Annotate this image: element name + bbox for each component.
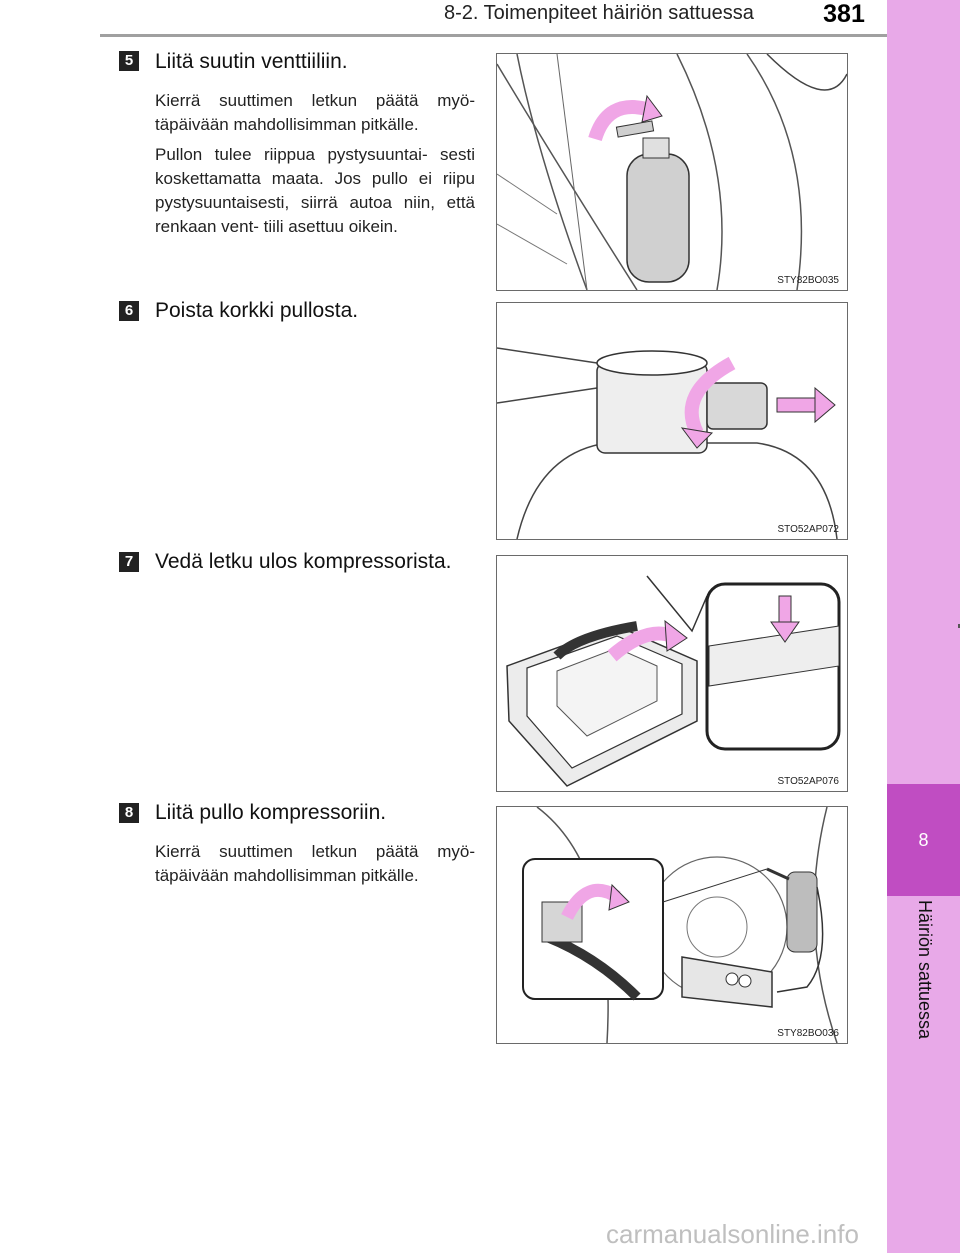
figure-pull-out-hose bbox=[496, 555, 848, 792]
step-number-7: 7 bbox=[119, 552, 139, 572]
step-8-paragraph-1: Kierrä suuttimen letkun päätä myö- täpäivään mahdollisimman pitkälle. bbox=[155, 842, 475, 885]
chapter-title: Häiriön sattuessa bbox=[915, 900, 935, 1040]
step-5-paragraph-1: Kierrä suuttimen letkun päätä myö- täpäivään mahdollisimman pitkälle. bbox=[155, 91, 475, 134]
step-5-paragraph-2: Pullon tulee riippua pystysuuntai- sesti koskettamatta maata. Jos pullo ei riipu pystysuuntaisesti, siirrä autoa niin, että renkaan vent- tiili asettuu oikein. bbox=[155, 145, 475, 236]
illustration-bottle-cap bbox=[497, 303, 847, 539]
figure-code: STO52AP076 bbox=[777, 776, 839, 787]
figure-connect-bottle-compressor bbox=[496, 806, 848, 1044]
figure-code: STY82BO036 bbox=[777, 1028, 839, 1039]
figure-code: STY82BO035 bbox=[777, 275, 839, 286]
illustration-compressor-hose bbox=[497, 556, 847, 791]
step-number-8: 8 bbox=[119, 803, 139, 823]
page-number: 381 bbox=[804, 0, 884, 28]
step-title-6: Poista korkki pullosta. bbox=[155, 299, 359, 322]
step-title-7: Vedä letku ulos kompressorista. bbox=[155, 550, 452, 573]
illustration-bottle-compressor bbox=[497, 807, 847, 1043]
watermark: carmanualsonline.info bbox=[606, 1219, 859, 1249]
figure-remove-cap bbox=[496, 302, 848, 540]
step-number-6: 6 bbox=[119, 301, 139, 321]
figure-code: STO52AP072 bbox=[777, 524, 839, 535]
illustration-tire-valve-bottle bbox=[497, 54, 847, 290]
figure-valve-connection bbox=[496, 53, 848, 291]
step-number-5: 5 bbox=[119, 51, 139, 71]
chapter-side-tab bbox=[887, 0, 960, 1253]
step-title-5: Liitä suutin venttiiliin. bbox=[155, 50, 348, 73]
step-title-8: Liitä pullo kompressoriin. bbox=[155, 801, 387, 824]
header-divider bbox=[100, 34, 887, 37]
section-title: 8-2. Toimenpiteet häiriön sattuessa bbox=[444, 2, 754, 24]
chapter-number: 8 bbox=[918, 830, 929, 850]
